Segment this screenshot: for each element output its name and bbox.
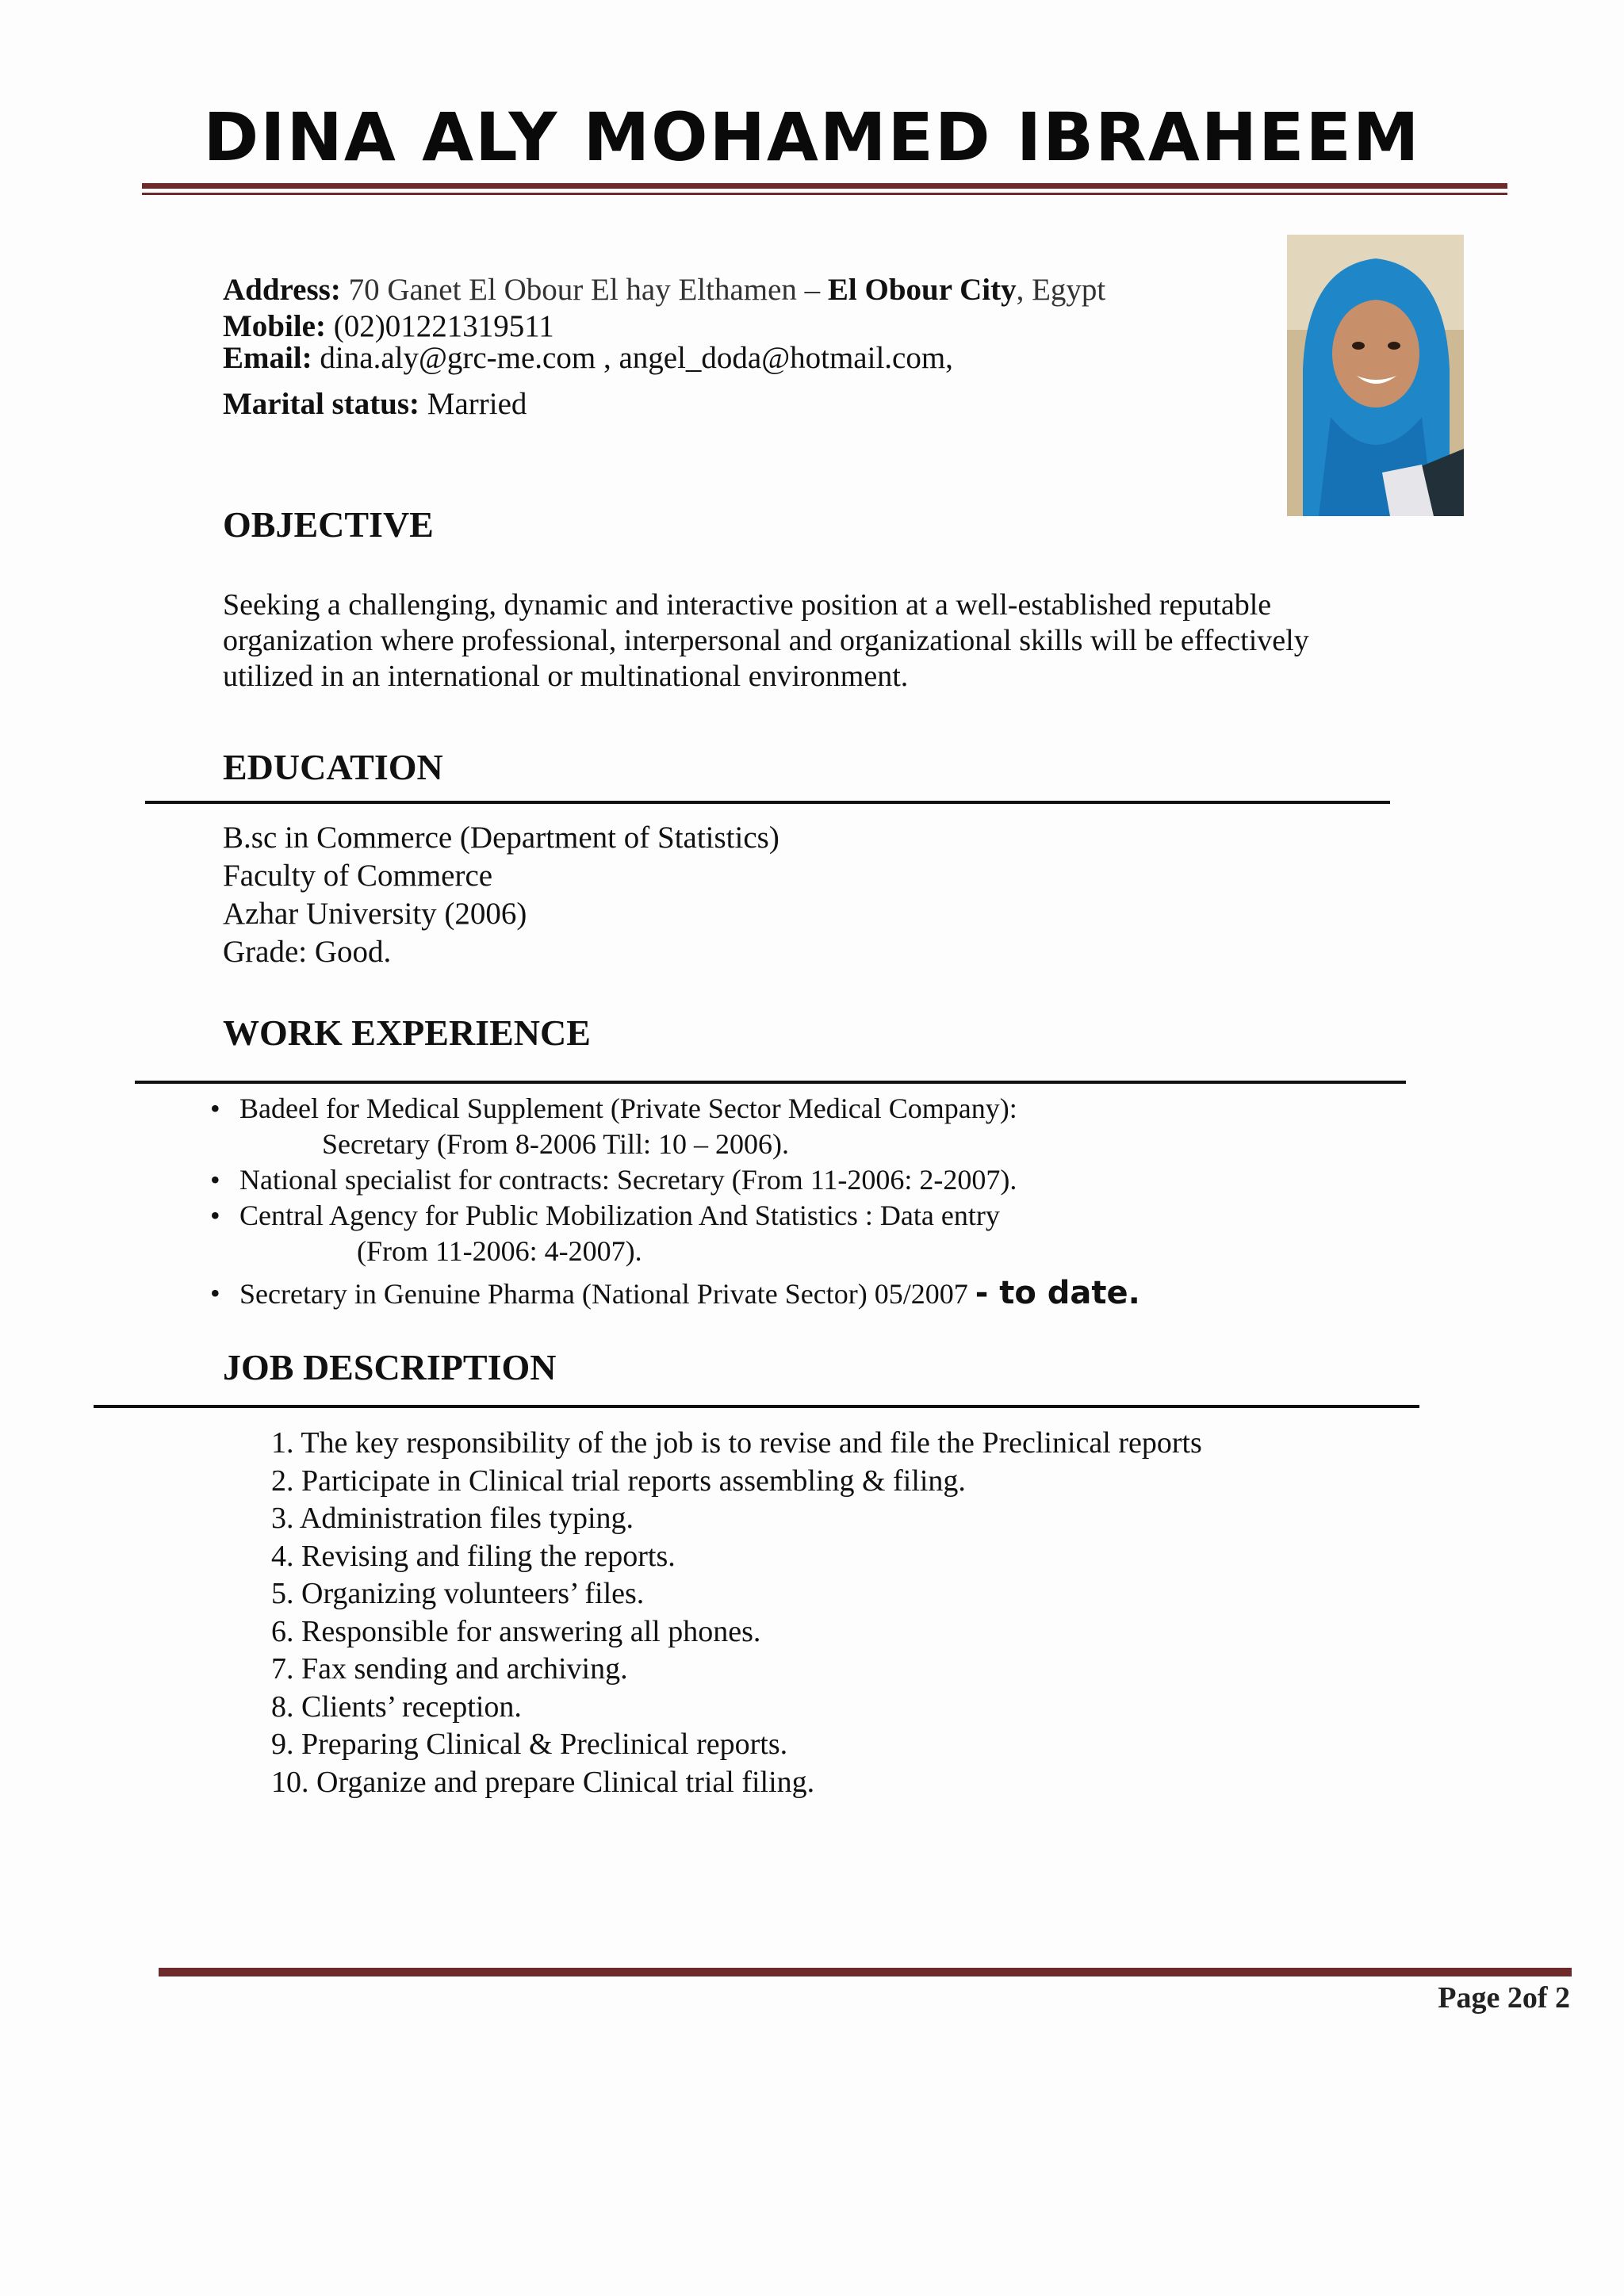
job-item: 10. Organize and prepare Clinical trial filing. [271, 1765, 815, 1799]
work-item-text: Central Agency for Public Mobilization And Statistics : Data entry [239, 1200, 1000, 1231]
education-line: B.sc in Commerce (Department of Statistics) [223, 821, 779, 855]
education-rule [145, 801, 1390, 804]
header-rule-bottom [142, 193, 1507, 195]
email-label: Email: [223, 341, 312, 375]
work-item-subtext: (From 11-2006: 4-2007). [357, 1235, 642, 1267]
job-item: 5. Organizing volunteers’ files. [271, 1577, 645, 1610]
work-item-subtext: Secretary (From 8-2006 Till: 10 – 2006). [322, 1128, 789, 1160]
education-line: Grade: Good. [223, 935, 392, 969]
job-description-list [271, 1425, 1461, 1801]
education-line: Faculty of Commerce [223, 859, 493, 893]
work-item [210, 1198, 1479, 1234]
work-item-detail [210, 1234, 1479, 1269]
job-item: 3. Administration files typing. [271, 1502, 634, 1535]
work-item-detail [210, 1127, 1479, 1162]
job-item: 1. The key responsibility of the job is to revise and file the Preclinical reports [271, 1426, 1202, 1460]
candidate-name: DINA ALY MOHAMED IBRAHEEM [203, 98, 1421, 176]
work-item-text: Badeel for Medical Supplement (Private Sector Medical Company): [239, 1093, 1017, 1124]
email-line [223, 340, 1254, 377]
education-list [223, 819, 1174, 971]
job-description-heading: JOB DESCRIPTION [223, 1347, 557, 1387]
education-heading: EDUCATION [223, 747, 443, 787]
profile-photo [1287, 235, 1464, 516]
address-label: Address: [223, 273, 341, 307]
work-item-text: National specialist for contracts: Secretary (From 11-2006: 2-2007). [239, 1164, 1017, 1196]
objective-heading: OBJECTIVE [223, 504, 434, 545]
job-item: 2. Participate in Clinical trial reports assembling & filing. [271, 1464, 966, 1498]
work-item [210, 1091, 1479, 1127]
work-item [210, 1162, 1479, 1198]
page-number: Page 2of 2 [1438, 1981, 1570, 2015]
objective-text [223, 587, 1373, 695]
bullet: • [210, 1277, 220, 1309]
address-value: 70 Ganet El Obour El hay Elthamen – [348, 273, 821, 307]
mobile-label: Mobile: [223, 309, 326, 343]
marital-line [223, 386, 1254, 423]
work-item-text: Secretary in Genuine Pharma (National Private Sector) 05/2007 [239, 1278, 968, 1310]
work-experience-heading: WORK EXPERIENCE [223, 1012, 591, 1053]
education-line: Azhar University (2006) [223, 897, 527, 931]
bullet: • [210, 1200, 220, 1231]
bullet: • [210, 1164, 220, 1196]
job-item: 4. Revising and filing the reports. [271, 1539, 676, 1573]
job-item: 8. Clients’ reception. [271, 1689, 522, 1724]
work-experience-list [210, 1091, 1479, 1312]
address-country: , Egypt [1016, 273, 1106, 307]
work-item-tail: - to date. [975, 1275, 1140, 1311]
job-item: 7. Fax sending and archiving. [271, 1652, 628, 1686]
job-item: 9. Preparing Clinical & Preclinical reports. [271, 1728, 788, 1761]
objective-line: Seeking a challenging, dynamic and interactive position at a well-established reputable [223, 588, 1272, 622]
marital-label: Marital status: [223, 387, 420, 421]
job-item: 6. Responsible for answering all phones. [271, 1614, 761, 1648]
job-description-rule [94, 1405, 1419, 1408]
email-value: dina.aly@grc-me.com , angel_doda@hotmail.com, [320, 341, 953, 375]
work-item [210, 1276, 1479, 1312]
marital-value: Married [427, 387, 527, 421]
mobile-value: (02)01221319511 [333, 309, 554, 343]
profile-photo-graphic [1287, 235, 1464, 516]
footer-rule [159, 1968, 1572, 1976]
work-experience-rule [135, 1081, 1406, 1084]
address-line [223, 272, 1254, 308]
objective-line: organization where professional, interpersonal and organizational skills will be effectively [223, 624, 1309, 657]
bullet: • [210, 1093, 220, 1124]
contact-block [223, 272, 1254, 423]
objective-line: utilized in an international or multinational environment. [223, 660, 909, 693]
header-rule-top [142, 183, 1507, 189]
address-city: El Obour City [827, 273, 1017, 307]
